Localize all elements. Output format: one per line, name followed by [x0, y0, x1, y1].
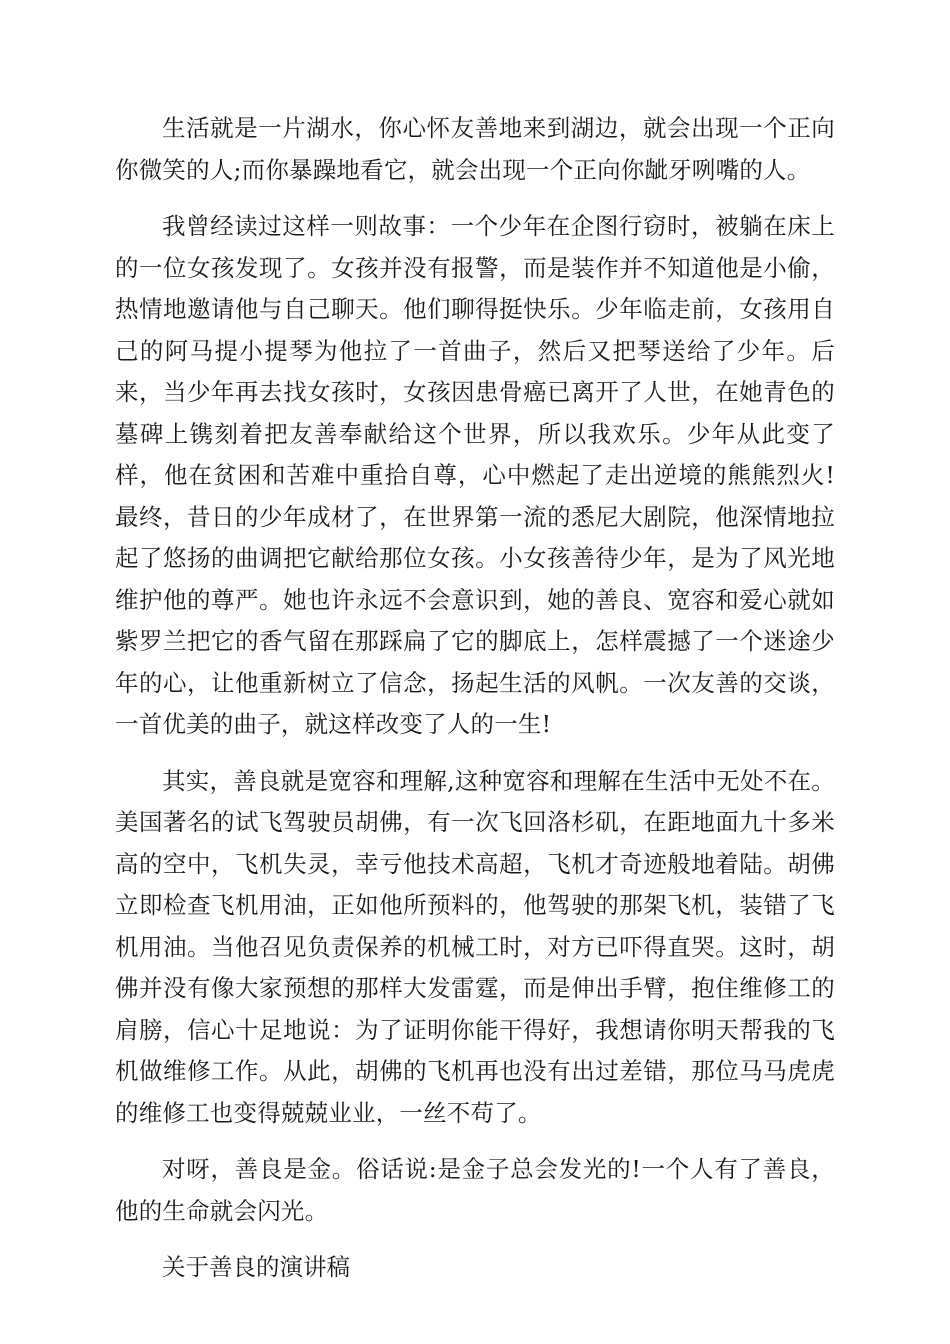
paragraph-hoover: 其实，善良就是宽容和理解,这种宽容和理解在生活中无处不在。美国著名的试飞驾驶员胡佛，有一次飞回洛杉矶，在距地面九十多米高的空中，飞机失灵，幸亏他技术高超，飞机才奇迹般地着陆。胡佛立即检查飞机用油，正如他所预料的，他驾驶的那架飞机，装错了飞机用油。当他召见负责保养的机械工时，对方已吓得直哭。这时，胡佛并没有像大家预想的那样大发雷霆，而是伸出手臂，抱住维修工的肩膀，信心十足地说：为了证明你能干得好，我想请你明天帮我的飞机做维修工作。从此，胡佛的飞机再也没有出过差错，那位马马虎虎的维修工也变得兢兢业业，一丝不苟了。: [115, 766, 835, 1127]
section-title: 关于善良的演讲稿: [162, 1253, 350, 1281]
paragraph-gold: 对呀，善良是金。俗话说:是金子总会发光的!一个人有了善良，他的生命就会闪光。: [115, 1155, 835, 1225]
paragraph-lake: 生活就是一片湖水，你心怀友善地来到湖边，就会出现一个正向你微笑的人;而你暴躁地看它，就会出现一个正向你龇牙咧嘴的人。: [115, 114, 835, 184]
document-page: [115, 108, 835, 1289]
paragraph-story: 我曾经读过这样一则故事：一个少年在企图行窃时，被躺在床上的一位女孩发现了。女孩并没有报警，而是装作并不知道他是小偷，热情地邀请他与自己聊天。他们聊得挺快乐。少年临走前，女孩用自己的阿马提小提琴为他拉了一首曲子，然后又把琴送给了少年。后来，当少年再去找女孩时，女孩因患骨癌已离开了人世，在她青色的墓碑上镌刻着把友善奉献给这个世界，所以我欢乐。少年从此变了样，他在贫困和苦难中重拾自尊，心中燃起了走出逆境的熊熊烈火!最终，昔日的少年成材了，在世界第一流的悉尼大剧院，他深情地拉起了悠扬的曲调把它献给那位女孩。小女孩善待少年，是为了风光地维护他的尊严。她也许永远不会意识到，她的善良、宽容和爱心就如紫罗兰把它的香气留在那踩扁了它的脚底上，怎样震撼了一个迷途少年的心，让他重新树立了信念，扬起生活的风帆。一次友善的交谈，一首优美的曲子，就这样改变了人的一生!: [115, 212, 835, 738]
